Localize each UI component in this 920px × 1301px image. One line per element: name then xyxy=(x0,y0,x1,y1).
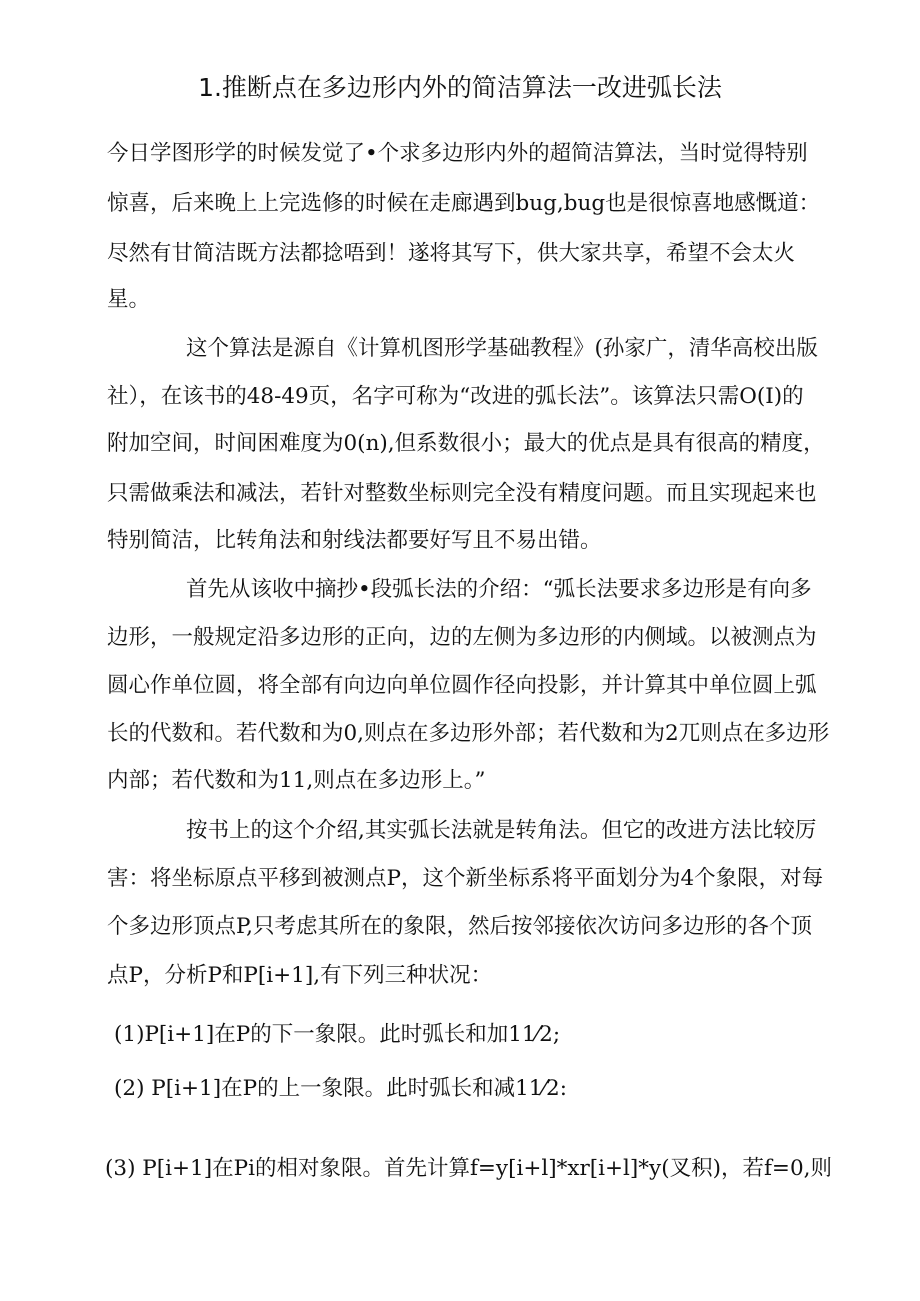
paragraph-2-line-3: 附加空间，时间困难度为0(n),但系数很小；最大的优点是具有很高的精度， xyxy=(107,431,825,456)
paragraph-1-line-3: 尽然有甘简洁既方法都捻唔到！遂将其写下，供大家共享，希望不会太火 xyxy=(107,241,796,266)
paragraph-1-line-4: 星。 xyxy=(107,287,151,312)
paragraph-3-line-1: 首先从该收中摘抄•段弧长法的介绍：“弧长法要求多边形是有向多 xyxy=(186,577,812,602)
paragraph-4-line-2: 害：将坐标原点平移到被测点P，这个新坐标系将平面划分为4个象限，对每 xyxy=(107,866,824,891)
case-item-1: (1)P[i+1]在P的下一象限。此时弧长和加11⁄2; xyxy=(114,1022,561,1047)
paragraph-3-line-3: 圆心作单位圆，将全部有向边向单位圆作径向投影，并计算其中单位圆上弧 xyxy=(107,673,817,698)
paragraph-3-line-5: 内部；若代数和为11,则点在多边形上。” xyxy=(107,768,486,793)
paragraph-4-line-4: 点P，分析P和P[i+1],有下列三种状况： xyxy=(107,963,493,988)
paragraph-3-line-4: 长的代数和。若代数和为0,则点在多边形外部；若代数和为2兀则点在多边形 xyxy=(107,721,830,746)
page-title: 1.推断点在多边形内外的简洁算法一改进弧长法 xyxy=(198,73,722,102)
paragraph-1-line-2: 惊喜，后来晚上上完选修的时候在走廊遇到bug,bug也是很惊喜地感慨道： xyxy=(107,191,821,216)
paragraph-4-line-1: 按书上的这个介绍,其实弧长法就是转角法。但它的改进方法比较厉 xyxy=(186,818,817,843)
paragraph-2-line-2: 社），在该书的48-49页，名字可称为“改进的弧长法”。该算法只需O(I)的 xyxy=(107,384,804,409)
case-item-2: (2) P[i+1]在P的上一象限。此时弧长和减11⁄2: xyxy=(114,1076,567,1101)
paragraph-2-line-4: 只需做乘法和减法，若针对整数坐标则完全没有精度问题。而且实现起来也 xyxy=(107,481,817,506)
paragraph-4-line-3: 个多边形顶点P,只考虑其所在的象限，然后按邻接依次访问多边形的各个顶 xyxy=(107,914,812,939)
paragraph-2-line-5: 特别简洁，比转角法和射线法都要好写且不易出错。 xyxy=(107,528,602,553)
paragraph-3-line-2: 边形，一般规定沿多边形的正向，边的左侧为多边形的内侧域。以被测点为 xyxy=(107,625,817,650)
paragraph-1-line-1: 今日学图形学的时候发觉了•个求多边形内外的超简洁算法，当时觉得特别 xyxy=(107,141,808,166)
paragraph-2-line-1: 这个算法是源自《计算机图形学基础教程》(孙家广，清华高校出版 xyxy=(186,336,818,361)
case-item-3: (3) P[i+1]在Pi的相对象限。首先计算f=y[i+l]*xr[i+l]*y(叉积)，若f=0,则 xyxy=(105,1156,832,1181)
